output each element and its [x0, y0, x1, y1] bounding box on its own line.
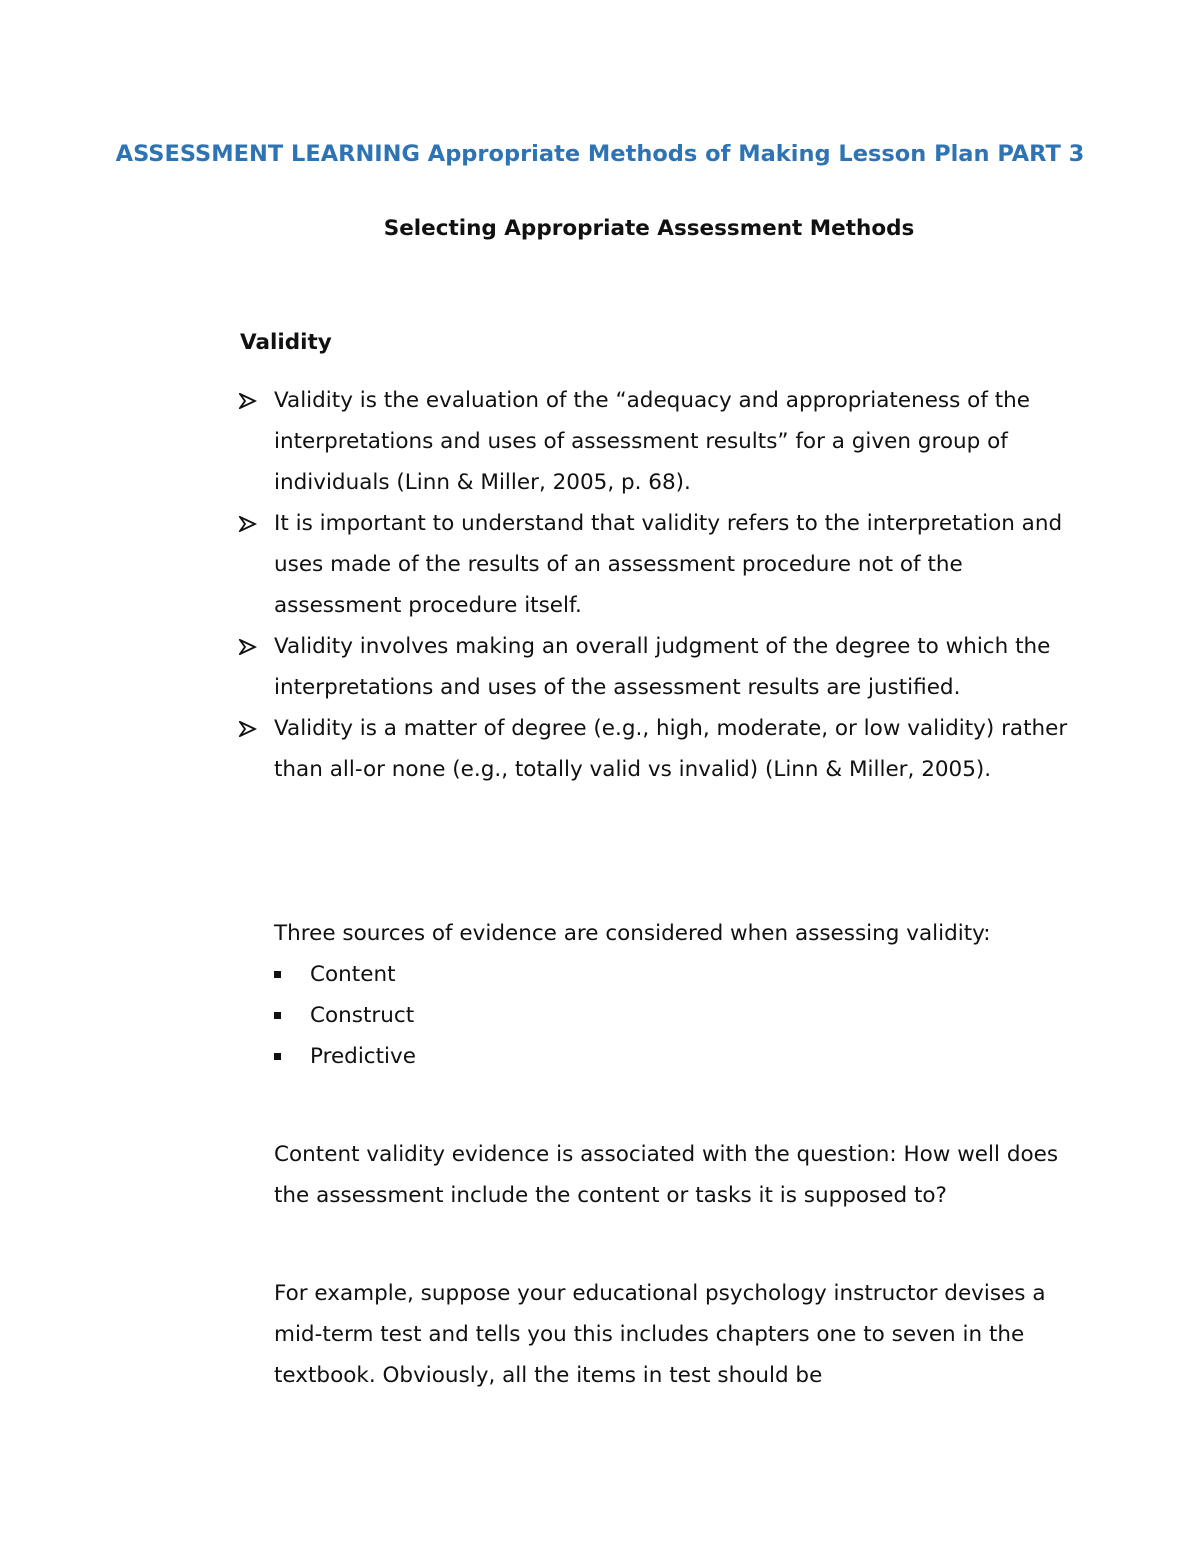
section-heading-validity: Validity [240, 330, 332, 355]
square-bullet-icon [274, 1053, 281, 1060]
arrowhead-bullet-icon [238, 626, 260, 667]
validity-point-text: It is important to understand that validity refers to the interpretation and uses made of the results of an assessment procedure not of the assessment procedure itself. [274, 511, 1063, 618]
validity-point [238, 626, 1078, 708]
validity-point [238, 380, 1078, 503]
evidence-sources-list [274, 954, 416, 1077]
evidence-source-item [274, 1036, 416, 1077]
document-subtitle: Selecting Appropriate Assessment Methods [383, 216, 915, 241]
arrowhead-bullet-icon [238, 708, 260, 749]
evidence-source-item [274, 995, 416, 1036]
validity-points-list [238, 380, 1078, 790]
validity-point-text: Validity is the evaluation of the “adequacy and appropriateness of the interpretations and uses of assessment results” for a given group of individuals (Linn & Miller, 2005, p. 68). [274, 388, 1031, 495]
arrowhead-bullet-icon [238, 503, 260, 544]
validity-point [238, 708, 1078, 790]
document-title: ASSESSMENT LEARNING Appropriate Methods of Making Lesson Plan PART 3 [115, 141, 1085, 167]
arrowhead-bullet-icon [238, 380, 260, 421]
validity-point [238, 503, 1078, 626]
example-paragraph: For example, suppose your educational psychology instructor devises a mid-term test and tells you this includes chapters one to seven in the textbook. Obviously, all the items in test should be [274, 1281, 1046, 1388]
sources-intro: Three sources of evidence are considered when assessing validity: [274, 921, 991, 946]
evidence-source-label: Content [310, 962, 396, 987]
square-bullet-icon [274, 1012, 281, 1019]
content-validity-paragraph: Content validity evidence is associated with the question: How well does the assessment include the content or tasks it is supposed to? [274, 1142, 1059, 1208]
validity-point-text: Validity is a matter of degree (e.g., high, moderate, or low validity) rather than all-or none (e.g., totally valid vs invalid) (Linn & Miller, 2005). [274, 716, 1068, 782]
square-bullet-icon [274, 971, 281, 978]
validity-point-text: Validity involves making an overall judgment of the degree to which the interpretations and uses of the assessment results are justified. [274, 634, 1051, 700]
evidence-source-label: Predictive [310, 1044, 416, 1069]
evidence-source-item [274, 954, 416, 995]
evidence-source-label: Construct [310, 1003, 415, 1028]
